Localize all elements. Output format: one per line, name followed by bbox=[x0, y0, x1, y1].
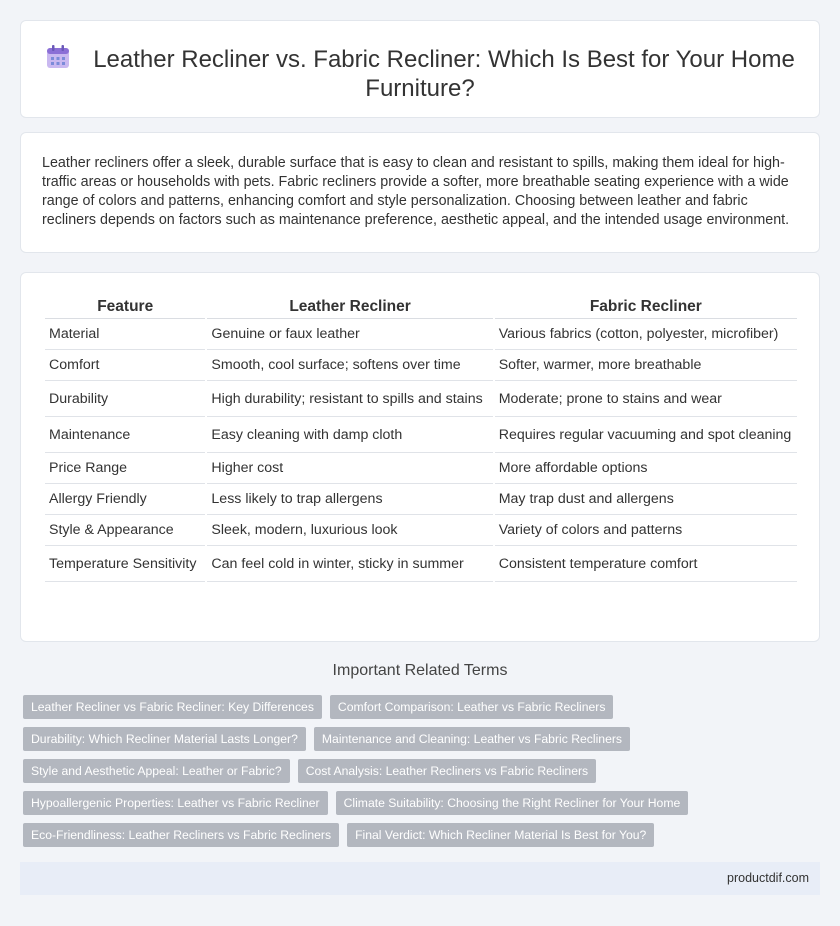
table-row bbox=[45, 381, 797, 417]
table-cell: Moderate; prone to stains and wear bbox=[495, 381, 797, 417]
table-cell: May trap dust and allergens bbox=[495, 484, 797, 515]
related-term-tag[interactable]: Maintenance and Cleaning: Leather vs Fabric Recliners bbox=[314, 727, 630, 751]
table-row bbox=[45, 319, 797, 350]
table-cell: Requires regular vacuuming and spot cleaning bbox=[495, 417, 797, 453]
table-row bbox=[45, 417, 797, 453]
related-term-tag[interactable]: Leather Recliner vs Fabric Recliner: Key Differences bbox=[23, 695, 322, 719]
related-term-tag[interactable]: Eco-Friendliness: Leather Recliners vs Fabric Recliners bbox=[23, 823, 339, 847]
comparison-card bbox=[20, 272, 820, 642]
table-header: Leather Recliner bbox=[207, 293, 492, 319]
table-row bbox=[45, 453, 797, 484]
table-cell: Sleek, modern, luxurious look bbox=[207, 515, 492, 546]
table-cell: Comfort bbox=[45, 350, 205, 381]
table-header: Fabric Recliner bbox=[495, 293, 797, 319]
table-cell: Various fabrics (cotton, polyester, microfiber) bbox=[495, 319, 797, 350]
table-cell: Genuine or faux leather bbox=[207, 319, 492, 350]
related-term-tag[interactable]: Comfort Comparison: Leather vs Fabric Recliners bbox=[330, 695, 614, 719]
related-terms-heading: Important Related Terms bbox=[332, 662, 508, 679]
table-row bbox=[45, 350, 797, 381]
related-term-tag[interactable]: Style and Aesthetic Appeal: Leather or Fabric? bbox=[23, 759, 290, 783]
table-cell: Higher cost bbox=[207, 453, 492, 484]
table-cell: Smooth, cool surface; softens over time bbox=[207, 350, 492, 381]
intro-card bbox=[20, 132, 820, 253]
table-cell: Variety of colors and patterns bbox=[495, 515, 797, 546]
footer bbox=[20, 862, 820, 895]
related-term-tag[interactable]: Climate Suitability: Choosing the Right Recliner for Your Home bbox=[336, 791, 689, 815]
table-cell: Material bbox=[45, 319, 205, 350]
intro-paragraph: Leather recliners offer a sleek, durable surface that is easy to clean and resistant to spills, making them ideal for high-traffic areas or households with pets. Fabric recliners provide a softer, more breathable seating experience with a wide range of colors and patterns, enhancing comfort and style personalization. Choosing between leather and fabric recliners depends on factors such as maintenance preference, aesthetic appeal, and the intended usage environment. bbox=[42, 155, 790, 228]
table-cell: Temperature Sensitivity bbox=[45, 546, 205, 582]
table-cell: Easy cleaning with damp cloth bbox=[207, 417, 492, 453]
table-header: Feature bbox=[45, 293, 205, 319]
comparison-table bbox=[43, 293, 799, 582]
related-term-tag[interactable]: Durability: Which Recliner Material Lasts Longer? bbox=[23, 727, 306, 751]
page-title-wrap bbox=[41, 44, 799, 103]
title-card bbox=[20, 20, 820, 118]
table-row bbox=[45, 515, 797, 546]
related-term-tag[interactable]: Hypoallergenic Properties: Leather vs Fabric Recliner bbox=[23, 791, 328, 815]
table-cell: Softer, warmer, more breathable bbox=[495, 350, 797, 381]
related-term-tag[interactable]: Cost Analysis: Leather Recliners vs Fabric Recliners bbox=[298, 759, 596, 783]
table-row bbox=[45, 546, 797, 582]
table-cell: More affordable options bbox=[495, 453, 797, 484]
table-cell: Price Range bbox=[45, 453, 205, 484]
table-cell: Consistent temperature comfort bbox=[495, 546, 797, 582]
related-terms-list bbox=[23, 695, 813, 855]
table-cell: Style & Appearance bbox=[45, 515, 205, 546]
page-title: Leather Recliner vs. Fabric Recliner: Which Is Best for Your Home Furniture? bbox=[93, 46, 795, 102]
table-cell: Allergy Friendly bbox=[45, 484, 205, 515]
table-cell: High durability; resistant to spills and stains bbox=[207, 381, 492, 417]
calendar-icon bbox=[45, 44, 71, 70]
table-cell: Can feel cold in winter, sticky in summer bbox=[207, 546, 492, 582]
footer-site-link[interactable]: productdif.com bbox=[727, 871, 809, 885]
table-header-row bbox=[45, 293, 797, 319]
table-cell: Durability bbox=[45, 381, 205, 417]
related-term-tag[interactable]: Final Verdict: Which Recliner Material Is Best for You? bbox=[347, 823, 654, 847]
table-cell: Maintenance bbox=[45, 417, 205, 453]
table-row bbox=[45, 484, 797, 515]
table-cell: Less likely to trap allergens bbox=[207, 484, 492, 515]
